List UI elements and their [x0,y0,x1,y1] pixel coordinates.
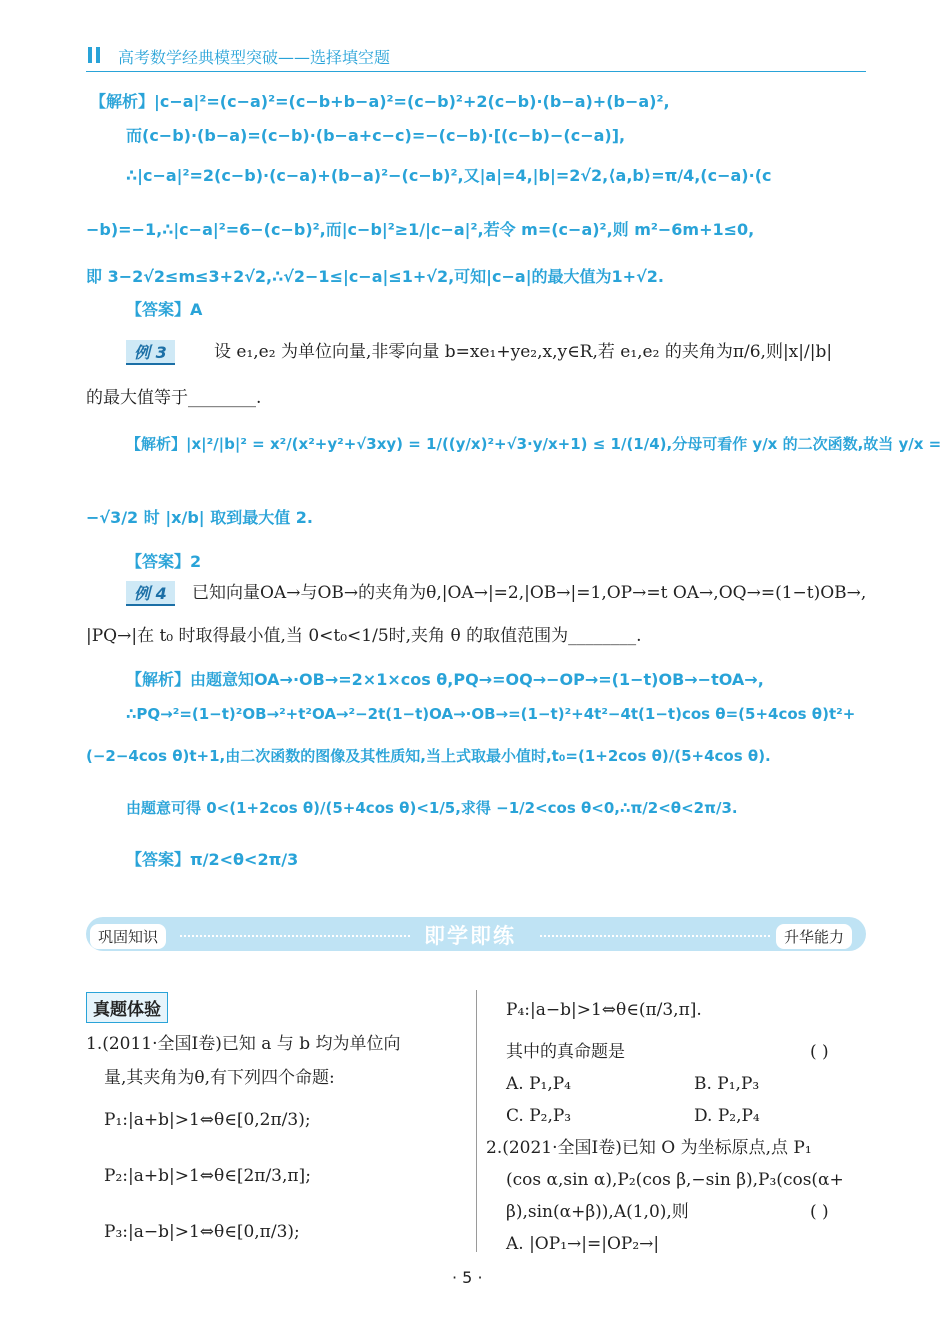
q1-answer-paren: ( ) [810,1042,829,1062]
ex3-question-line-1: 设 e₁,e₂ 为单位向量,非零向量 b=xe₁+ye₂,x,y∈R,若 e₁,e₂ 的夹角为π/6,则|x|/|b| [214,342,833,362]
header-rule [86,71,866,72]
true-proposition-prompt: 其中的真命题是 [506,1042,625,1062]
header-title: 高考数学经典模型突破——选择填空题 [118,48,391,67]
page-number: · 5 · [452,1268,483,1287]
proposition-p3: P₃:|a−b|>1⇔θ∈[0,π/3); [104,1222,300,1242]
q1-line-2: 量,其夹角为θ,有下列四个命题: [104,1068,335,1088]
example-4-tag: 例 4 [126,581,175,606]
ex4-solution-line-4: 由题意可得 0<(1+2cos θ)/(5+4cos θ)<1/5,求得 −1/2<cos θ<0,∴π/2<θ<2π/3. [126,799,738,817]
ex4-solution-line-3: (−2−4cos θ)t+1,由二次函数的图像及其性质知,当上式取最小值时,t₀=(1+2cos θ)/(5+4cos θ). [86,747,771,765]
ex4-solution-line-1: 【解析】由题意知OA→·OB→=2×1×cos θ,PQ→=OQ→−OP→=(1−t)OB→−tOA→, [126,670,764,689]
band-left-label: 巩固知识 [90,924,166,949]
band-center-title: 即学即练 [424,924,516,948]
ex4-question-line-1: 已知向量OA→与OB→的夹角为θ,|OA→|=2,|OB→|=1,OP→=t OA→,OQ→=(1−t)OB→, [192,583,867,603]
ex4-answer: 【答案】π/2<θ<2π/3 [126,850,299,869]
q1-option-a[interactable]: A. P₁,P₄ [506,1074,571,1094]
ex3-question-line-2: 的最大值等于________. [86,388,262,408]
q2-line-2: (cos α,sin α),P₂(cos β,−sin β),P₃(cos(α+ [506,1170,844,1190]
ex2-solution-line-2: 而(c−b)·(b−a)=(c−b)·(b−a+c−c)=−(c−b)·[(c−b)−(c−a)], [126,126,626,145]
header-marker [88,47,100,67]
band-dots-right [540,935,770,937]
proposition-p1: P₁:|a+b|>1⇔θ∈[0,2π/3); [104,1110,311,1130]
ex3-solution-line-1: 【解析】|x|²/|b|² = x²/(x²+y²+√3xy) = 1/((y/x)²+√3·y/x+1) ≤ 1/(1/4),分母可看作 y/x 的二次函数,故当 y/x = [126,435,942,453]
ex2-answer: 【答案】A [126,300,203,319]
ex2-solution-line-1: 【解析】|c−a|²=(c−a)²=(c−b+b−a)²=(c−b)²+2(c−b)·(b−a)+(b−a)², [90,92,670,111]
ex2-solution-line-4: −b)=−1,∴|c−a|²=6−(c−b)²,而|c−b|²≥1/|c−a|²,若令 m=(c−a)²,则 m²−6m+1≤0, [86,220,755,239]
band-right-label: 升华能力 [776,924,852,949]
ex2-solution-line-5: 即 3−2√2≤m≤3+2√2,∴√2−1≤|c−a|≤1+√2,可知|c−a|的最大值为1+√2. [86,267,664,286]
q2-option-a[interactable]: A. |OP₁→|=|OP₂→| [506,1234,660,1254]
proposition-p4: P₄:|a−b|>1⇔θ∈(π/3,π]. [506,1000,702,1020]
ex3-answer: 【答案】2 [126,552,202,571]
ex4-solution-line-2: ∴PQ→²=(1−t)²OB→²+t²OA→²−2t(1−t)OA→·OB→=(1−t)²+4t²−4t(1−t)cos θ=(5+4cos θ)t²+ [126,705,856,723]
true-exam-tag: 真题体验 [86,992,168,1023]
q1-line-1: 1.(2011·全国Ⅰ卷)已知 a 与 b 均为单位向 [86,1034,401,1054]
q2-line-1: 2.(2021·全国Ⅰ卷)已知 O 为坐标原点,点 P₁ [486,1138,812,1158]
example-3-tag: 例 3 [126,340,175,365]
proposition-p2: P₂:|a+b|>1⇔θ∈[2π/3,π]; [104,1166,311,1186]
band-dots-left [180,935,410,937]
q2-answer-paren: ( ) [810,1202,829,1222]
q1-option-b[interactable]: B. P₁,P₃ [694,1074,760,1094]
ex4-question-line-2: |PQ→|在 t₀ 时取得最小值,当 0<t₀<1/5时,夹角 θ 的取值范围为________. [86,626,642,646]
q1-option-d[interactable]: D. P₂,P₄ [694,1106,760,1126]
q2-line-3: β),sin(α+β)),A(1,0),则 [506,1202,689,1222]
ex2-solution-line-3: ∴|c−a|²=2(c−b)·(c−a)+(b−a)²−(c−b)²,又|a|=4,|b|=2√2,⟨a,b⟩=π/4,(c−a)·(c [126,166,772,185]
q1-option-c[interactable]: C. P₂,P₃ [506,1106,572,1126]
column-divider [476,990,477,1252]
ex3-solution-line-2: −√3/2 时 |x/b| 取到最大值 2. [86,508,313,527]
